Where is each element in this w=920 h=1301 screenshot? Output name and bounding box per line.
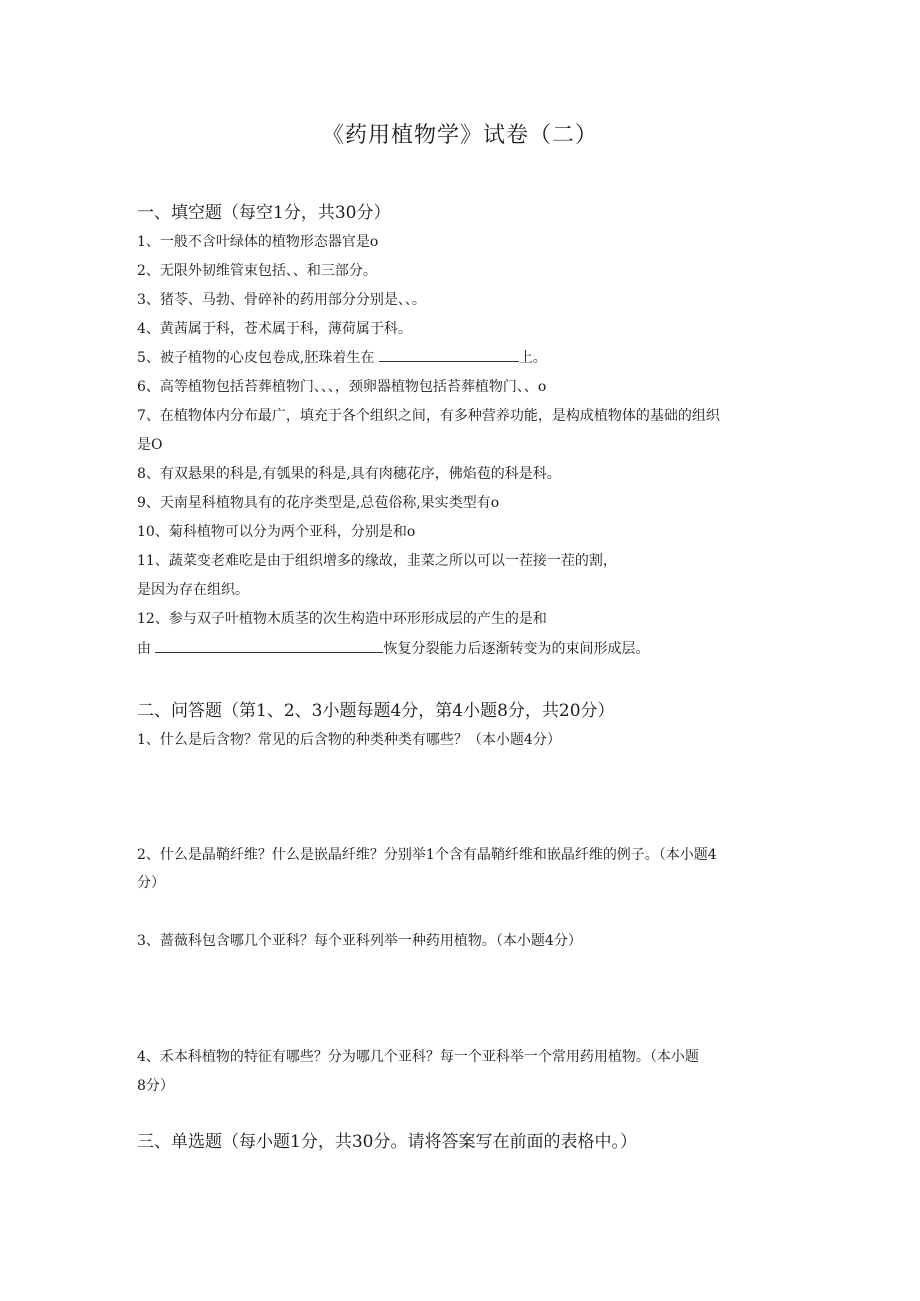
essay-question-4-cont: 8分）: [137, 1078, 174, 1094]
fill-question-11-cont: 是因为存在组织。: [137, 582, 249, 598]
essay-question-1: 1、什么是后含物？常见的后含物的种类种类有哪些？（本小题4分）: [137, 732, 561, 748]
section-3-heading: 三、单选题（每小题1分，共30分。请将答案写在前面的表格中。）: [137, 1132, 637, 1152]
exam-title: 《药用植物学》试卷（二）: [321, 123, 598, 148]
fill-question-8: 8、有双悬果的科是,有瓠果的科是,具有肉穗花序，佛焰苞的科是科。: [137, 466, 561, 482]
fill-question-5-end: 上。: [518, 350, 547, 366]
essay-question-4: 4、禾本科植物的特征有哪些？分为哪几个亚科？每一个亚科举一个常用药用植物。（本小题: [137, 1049, 699, 1065]
fill-question-10: 10、菊科植物可以分为两个亚科，分别是和o: [137, 524, 416, 540]
section-1-heading: 一、填空题（每空1分，共30分）: [137, 203, 391, 223]
fill-question-7-cont: 是O: [137, 437, 163, 453]
fill-question-4: 4、黄茜属于科，苍术属于科，薄荷属于科。: [137, 321, 412, 337]
essay-question-2: 2、什么是晶鞘纤维？什么是嵌晶纤维？分别举1个含有晶鞘纤维和嵌晶纤维的例子。（本小题4: [137, 847, 717, 863]
fill-question-5: [137, 347, 547, 367]
fill-question-6: 6、高等植物包括苔葬植物门、、、，颈卵器植物包括苔葬植物门、、o: [137, 379, 547, 395]
fill-question-2: 2、无限外韧维管束包括、、和三部分。: [137, 263, 377, 279]
fill-question-1: 1、一般不含叶绿体的植物形态器官是o: [137, 234, 379, 250]
fill-question-5-text: 5、被子植物的心皮包卷成,胚珠着生在: [137, 350, 375, 366]
fill-question-12: 12、参与双子叶植物木质茎的次生构造中环形形成层的产生的是和: [137, 611, 547, 627]
fill-question-9: 9、天南星科植物具有的花序类型是,总苞俗称,果实类型有o: [137, 495, 500, 511]
answer-blank: [379, 347, 519, 362]
fill-question-12-start: 由: [137, 641, 151, 657]
fill-question-12-cont: [137, 638, 649, 658]
essay-question-2-cont: 分）: [137, 875, 165, 891]
answer-blank: [155, 638, 383, 653]
section-2-heading: 二、问答题（第1、2、3小题每题4分，第4小题8分，共20分）: [137, 701, 615, 721]
fill-question-11: 11、蔬菜变老难吃是由于组织增多的缘故，韭菜之所以可以一茬接一茬的割，: [137, 553, 617, 569]
essay-question-3: 3、蔷薇科包含哪几个亚科？每个亚科列举一种药用植物。（本小题4分）: [137, 933, 582, 949]
fill-question-7: 7、在植物体内分布最广，填充于各个组织之间，有多种营养功能，是构成植物体的基础的组织: [137, 408, 720, 424]
fill-question-12-end: 恢复分裂能力后逐渐转变为的束间形成层。: [383, 641, 650, 657]
fill-question-3: 3、猪苓、马勃、骨碎补的药用部分分别是、、。: [137, 292, 426, 308]
